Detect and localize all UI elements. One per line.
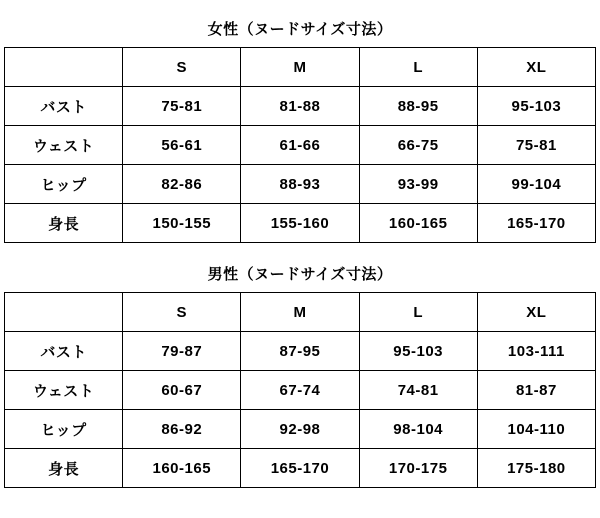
cell-hip-xl: 104-110	[477, 410, 595, 449]
header-cell-xl: XL	[477, 48, 595, 87]
cell-height-s: 160-165	[123, 449, 241, 488]
header-cell-blank	[5, 293, 123, 332]
cell-height-xl: 175-180	[477, 449, 595, 488]
cell-waist-s: 60-67	[123, 371, 241, 410]
cell-bust-xl: 103-111	[477, 332, 595, 371]
table-header-row	[5, 293, 596, 332]
cell-bust-m: 81-88	[241, 87, 359, 126]
cell-bust-s: 79-87	[123, 332, 241, 371]
cell-hip-s: 86-92	[123, 410, 241, 449]
row-label-hip: ヒップ	[5, 165, 123, 204]
row-label-bust: バスト	[5, 87, 123, 126]
table-caption-row	[5, 254, 596, 293]
cell-hip-xl: 99-104	[477, 165, 595, 204]
cell-hip-m: 88-93	[241, 165, 359, 204]
header-cell-xl: XL	[477, 293, 595, 332]
cell-bust-m: 87-95	[241, 332, 359, 371]
cell-waist-xl: 81-87	[477, 371, 595, 410]
cell-height-s: 150-155	[123, 204, 241, 243]
cell-hip-m: 92-98	[241, 410, 359, 449]
size-table-men	[4, 253, 596, 488]
row-label-hip: ヒップ	[5, 410, 123, 449]
cell-bust-l: 88-95	[359, 87, 477, 126]
cell-waist-l: 66-75	[359, 126, 477, 165]
header-cell-s: S	[123, 48, 241, 87]
header-cell-s: S	[123, 293, 241, 332]
header-cell-l: L	[359, 48, 477, 87]
header-cell-blank	[5, 48, 123, 87]
cell-height-l: 160-165	[359, 204, 477, 243]
header-cell-m: M	[241, 48, 359, 87]
cell-height-m: 165-170	[241, 449, 359, 488]
row-label-waist: ウェスト	[5, 371, 123, 410]
row-label-waist: ウェスト	[5, 126, 123, 165]
size-table-women	[4, 8, 596, 243]
table-caption-women: 女性（ヌードサイズ寸法）	[5, 9, 596, 48]
table-row	[5, 449, 596, 488]
cell-waist-xl: 75-81	[477, 126, 595, 165]
row-label-height: 身長	[5, 449, 123, 488]
table-header-row	[5, 48, 596, 87]
table-row	[5, 87, 596, 126]
table-row	[5, 204, 596, 243]
table-row	[5, 410, 596, 449]
cell-hip-l: 98-104	[359, 410, 477, 449]
table-row	[5, 371, 596, 410]
cell-hip-s: 82-86	[123, 165, 241, 204]
table-row	[5, 126, 596, 165]
table-row	[5, 165, 596, 204]
table-caption-men: 男性（ヌードサイズ寸法）	[5, 254, 596, 293]
table-row	[5, 332, 596, 371]
row-label-height: 身長	[5, 204, 123, 243]
cell-waist-m: 67-74	[241, 371, 359, 410]
cell-hip-l: 93-99	[359, 165, 477, 204]
cell-bust-xl: 95-103	[477, 87, 595, 126]
cell-height-xl: 165-170	[477, 204, 595, 243]
table-caption-row	[5, 9, 596, 48]
table-spacer	[4, 243, 596, 253]
header-cell-l: L	[359, 293, 477, 332]
cell-bust-l: 95-103	[359, 332, 477, 371]
cell-waist-l: 74-81	[359, 371, 477, 410]
cell-bust-s: 75-81	[123, 87, 241, 126]
cell-height-m: 155-160	[241, 204, 359, 243]
header-cell-m: M	[241, 293, 359, 332]
cell-waist-s: 56-61	[123, 126, 241, 165]
row-label-bust: バスト	[5, 332, 123, 371]
cell-height-l: 170-175	[359, 449, 477, 488]
cell-waist-m: 61-66	[241, 126, 359, 165]
